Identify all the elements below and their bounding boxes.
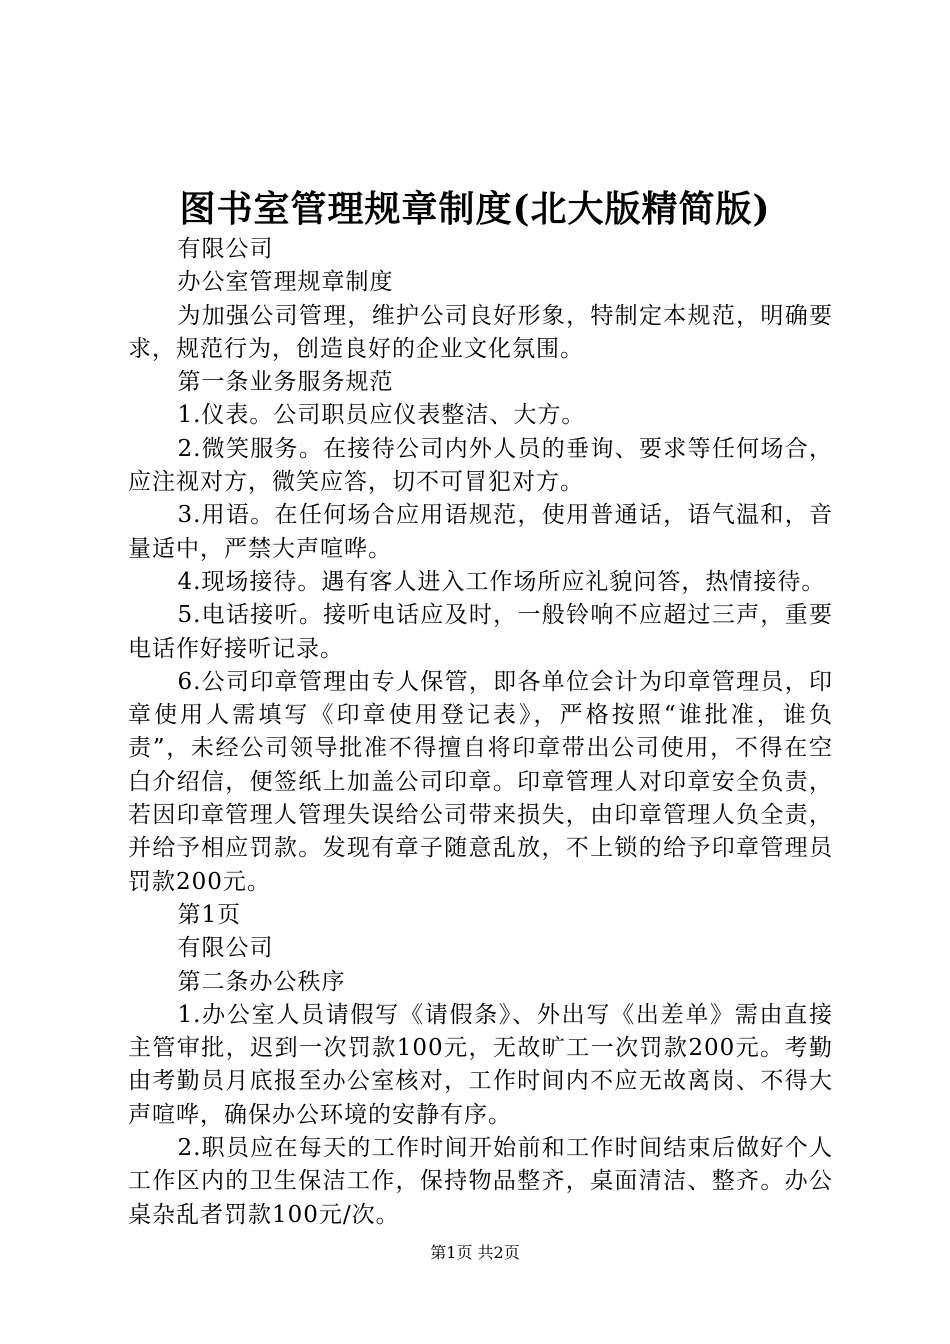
paragraph-page-marker: 第1页 [177, 901, 242, 928]
paragraph-intro: 为加强公司管理，维护公司良好形象，特制定本规范，明确要求，规范行为，创造良好的企业文化氛围。 [128, 302, 833, 362]
paragraph-article-2-item-1: 1.办公室人员请假写《请假条》、外出写《出差单》需由直接主管审批，迟到一次罚款100元，无故旷工一次罚款200元。考勤由考勤员月底报至办公室核对，工作时间内不应无故离岗、不得大声喧哗，确保办公环境的安静有序。 [128, 1001, 833, 1128]
paragraph-company-header: 有限公司 [177, 236, 274, 262]
document-body [128, 233, 833, 1232]
paragraph-item-4: 4.现场接待。遇有客人进入工作场所应礼貌问答，热情接待。 [177, 568, 826, 595]
paragraph-article-1-heading: 第一条业务服务规范 [177, 369, 394, 396]
paragraph-item-6: 6.公司印章管理由专人保管，即各单位会计为印章管理员，印章使用人需填写《印章使用登记表》，严格按照“谁批准，谁负责”，未经公司领导批准不得擅自将印章带出公司使用，不得在空白介绍信，便签纸上加盖公司印章。印章管理人对印章安全负责，若因印章管理人管理失误给公司带来损失，由印章管理人负全责，并给予相应罚款。发现有章子随意乱放，不上锁的给予印章管理员罚款200元。 [128, 668, 833, 895]
page-footer: 第1页 共2页 [430, 1243, 520, 1262]
paragraph-item-3: 3.用语。在任何场合应用语规范，使用普通话，语气温和，音量适中，严禁大声喧哗。 [128, 502, 833, 562]
paragraph-item-2: 2.微笑服务。在接待公司内外人员的垂询、要求等任何场合，应注视对方，微笑应答，切不可冒犯对方。 [128, 435, 833, 496]
paragraph-article-2-item-2: 2.职员应在每天的工作时间开始前和工作时间结束后做好个人工作区内的卫生保洁工作，保持物品整齐，桌面清洁、整齐。办公桌杂乱者罚款100元/次。 [128, 1135, 833, 1228]
paragraph-rules-heading: 办公室管理规章制度 [177, 269, 394, 296]
paragraph-item-5: 5.电话接听。接听电话应及时，一般铃响不应超过三声，重要电话作好接听记录。 [128, 602, 833, 662]
document-title: 图书室管理规章制度(北大版精简版) [179, 188, 771, 230]
paragraph-article-2-heading: 第二条办公秩序 [177, 968, 346, 995]
paragraph-item-1: 1.仪表。公司职员应仪表整洁、大方。 [177, 402, 586, 429]
paragraph-company-header-2: 有限公司 [177, 935, 274, 962]
